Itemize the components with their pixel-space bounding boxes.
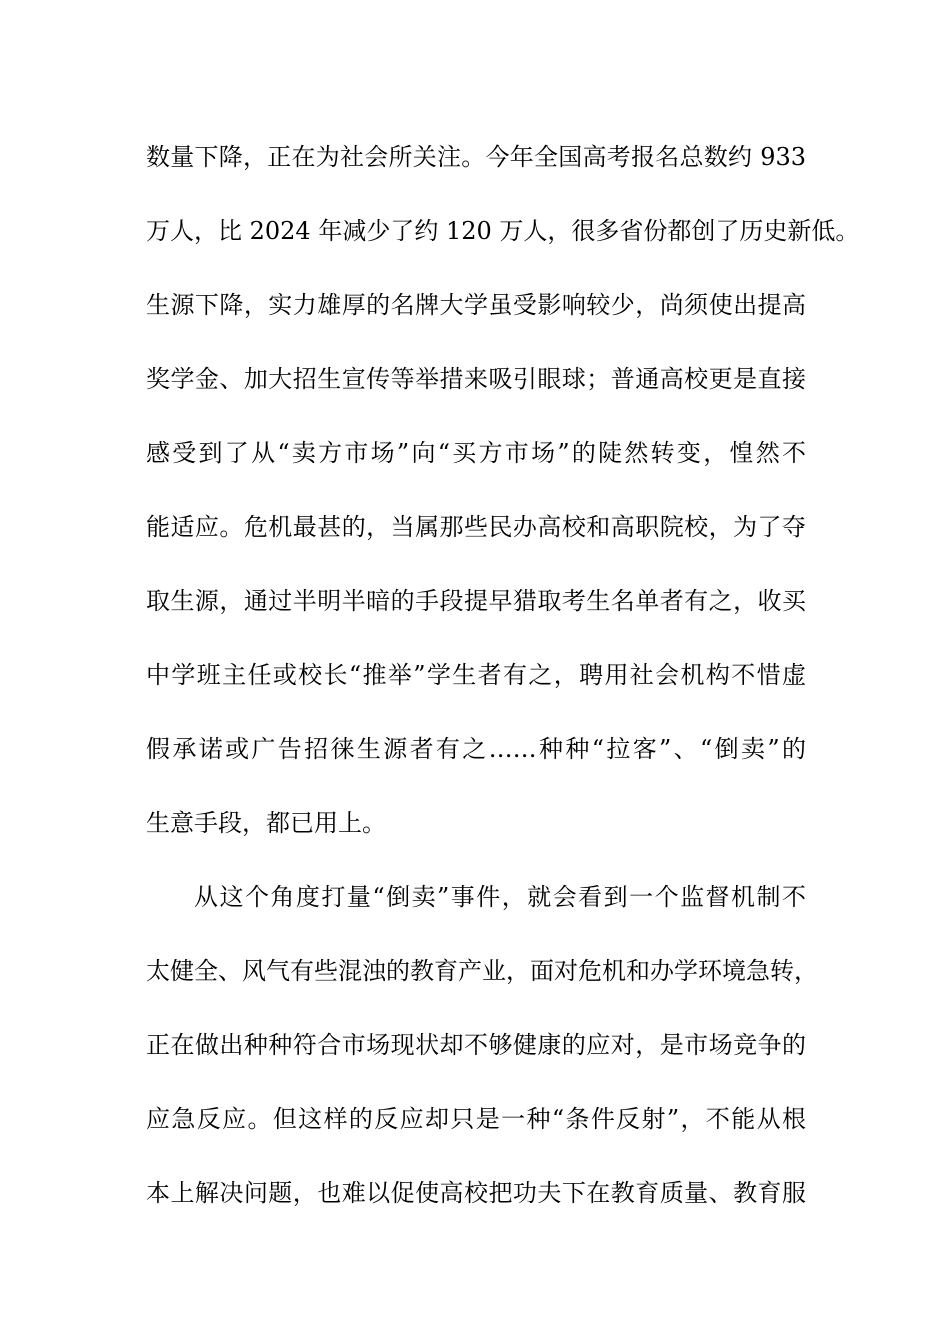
text-line: 取生源，通过半明半暗的手段提早猎取考生名单者有之，收买 bbox=[146, 587, 806, 615]
text-line: 中学班主任或校长“推举”学生者有之，聘用社会机构不惜虚 bbox=[146, 661, 806, 689]
paragraph-end-line: 生意手段，都已用上。 bbox=[146, 809, 386, 837]
text-line: 奖学金、加大招生宣传等举措来吸引眼球；普通高校更是直接 bbox=[146, 365, 806, 393]
text-line: 假承诺或广告招徕生源者有之……种种“拉客”、“倒卖”的 bbox=[146, 735, 806, 763]
text-line: 万人，比 2024 年减少了约 120 万人，很多省份都创了历史新低。 bbox=[146, 217, 860, 245]
text-line: 数量下降，正在为社会所关注。今年全国高考报名总数约 933 bbox=[146, 143, 806, 171]
text-line: 能适应。危机最甚的，当属那些民办高校和高职院校，为了夺 bbox=[146, 513, 806, 541]
text-line: 应急反应。但这样的反应却只是一种“条件反射”，不能从根 bbox=[146, 1105, 806, 1133]
text-line: 正在做出种种符合市场现状却不够健康的应对，是市场竞争的 bbox=[146, 1031, 806, 1059]
text-line: 本上解决问题，也难以促使高校把功夫下在教育质量、教育服 bbox=[146, 1179, 806, 1207]
text-line: 太健全、风气有些混浊的教育产业，面对危机和办学环境急转， bbox=[146, 957, 818, 985]
text-line: 感受到了从“卖方市场”向“买方市场”的陡然转变，惶然不 bbox=[146, 439, 806, 467]
paragraph-start-line: 从这个角度打量“倒卖”事件，就会看到一个监督机制不 bbox=[194, 883, 806, 911]
text-line: 生源下降，实力雄厚的名牌大学虽受影响较少，尚须使出提高 bbox=[146, 291, 806, 319]
